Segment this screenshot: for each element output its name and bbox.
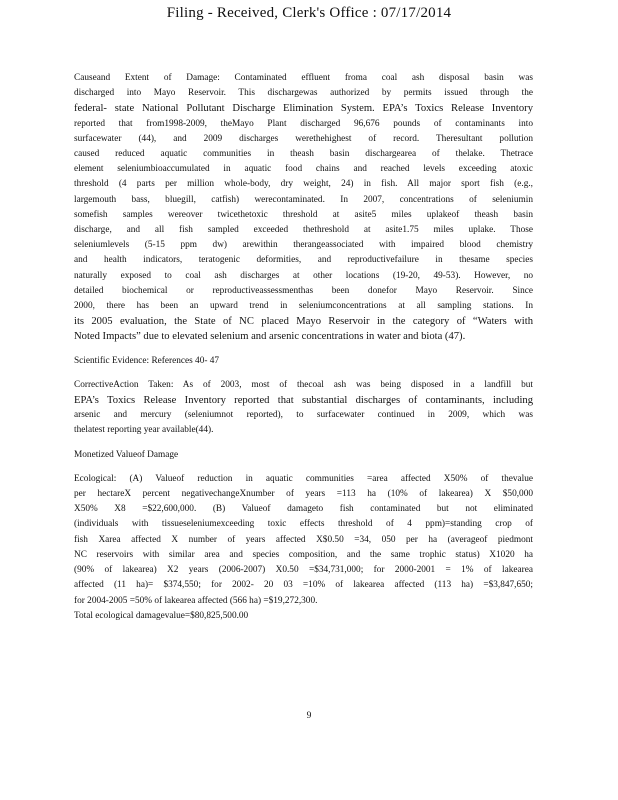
text-line: Scientific Evidence: References 40- 47 bbox=[74, 355, 220, 366]
text-line: largemouth bass, bluegill, catfish) werecontaminated. In 2007, concentrations of seleniumin bbox=[74, 194, 533, 205]
scientific-evidence-line bbox=[74, 354, 533, 369]
text-line: EPA’s Toxics Release Inventory reported that substantial discharges of contaminants, including bbox=[74, 395, 533, 407]
monetized-value-heading bbox=[74, 448, 533, 463]
ecological-damage-paragraph bbox=[74, 472, 533, 624]
text-line: discharge, and all fish sampled exceeded thethreshold at asite1.75 miles uplake. Those bbox=[74, 225, 533, 236]
cause-and-extent-paragraph bbox=[74, 71, 533, 345]
total-ecological-damage-line: Total ecological damagevalue=$80,825,500.00 bbox=[74, 610, 249, 621]
text-line: arsenic and mercury (seleniumnot reported), to surfacewater continued in 2009, which was bbox=[74, 410, 533, 421]
text-line: federal- state National Pollutant Discharge Elimination System. EPA’s Toxics Release Inventory bbox=[74, 103, 533, 115]
text-line: Causeand Extent of Damage: Contaminated effluent froma coal ash disposal basin was bbox=[74, 73, 533, 83]
text-line: seleniumlevels (5-15 ppm dw) arewithin therangeassociated with impaired blood chemistry bbox=[74, 240, 533, 251]
text-line: and health indicators, teratogenic deformities, and reproductivefailure in thesame species bbox=[74, 255, 533, 266]
text-line: CorrectiveAction Taken: As of 2003, most of thecoal ash was being disposed in a landfill but bbox=[74, 379, 533, 390]
text-line: discharged into Mayo Reservoir. This dischargewas authorized by permits issued through the bbox=[74, 88, 533, 99]
text-line: detailed biochemical or reproductiveassessmenthas been donefor Mayo Reservoir. Since bbox=[74, 285, 533, 296]
text-line: (90% of lakearea) X2 years (2006-2007) X0.50 =$34,731,000; for 2000-2001 = 1% of lakearea bbox=[74, 565, 533, 576]
text-line: (individuals with tissueseleniumexceeding toxic effects threshold of 4 ppm)=standing crop of bbox=[74, 519, 533, 530]
text-line: fish Xarea affected X number of years affected X$0.50 =34, 050 per ha (averageof piedmont bbox=[74, 534, 533, 545]
text-line: caused reduced aquatic communities in theash basin dischargearea of thelake. Thetrace bbox=[74, 149, 533, 160]
text-line: threshold (4 parts per million whole-body, dry weight, 24) in fish. All major sport fish (e.g., bbox=[74, 179, 533, 190]
text-line: its 2005 evaluation, the State of NC placed Mayo Reservoir in the category of “Waters with bbox=[74, 316, 533, 328]
text-line: for 2004-2005 =50% of lakearea affected (566 ha) =$19,272,300. bbox=[74, 595, 318, 606]
text-line: surfacewater (44), and 2009 discharges werethehighest of record. Theresultant pollution bbox=[74, 133, 533, 144]
text-line: Noted Impacts” due to elevated selenium and arsenic concentrations in water and biota (47). bbox=[74, 331, 466, 343]
text-line: thelatest reporting year available(44). bbox=[74, 425, 214, 436]
text-line: affected (11 ha)= $374,550; for 2002- 20 03 =10% of lakearea affected (113 ha) =$3,847,650; bbox=[74, 580, 533, 591]
document-body bbox=[74, 71, 533, 624]
corrective-action-paragraph bbox=[74, 378, 533, 439]
text-line: somefish samples wereover twicethetoxic threshold at asite5 miles uplakeof theash basin bbox=[74, 209, 533, 220]
filing-stamp-header: Filing - Received, Clerk's Office : 07/17/2014 bbox=[166, 5, 452, 21]
text-line: NC reservoirs with similar area and species composition, and the same trophic status) X1020 ha bbox=[74, 549, 533, 560]
text-line: reported that from1998-2009, theMayo Plant discharged 96,676 pounds of contaminants into bbox=[74, 118, 533, 129]
text-line: per hectareX percent negativechangeXnumber of years =113 ha (10% of lakearea) X $50,000 bbox=[74, 489, 533, 500]
text-line: naturally exposed to coal ash discharges at other locations (19-20, 49-53). However, no bbox=[74, 270, 533, 281]
page-number: 9 bbox=[306, 711, 312, 721]
text-line: Monetized Valueof Damage bbox=[74, 449, 179, 460]
text-line: 2000, there has been an upward trend in seleniumconcentrations at all sampling stations. In bbox=[74, 301, 533, 312]
text-line: X50% X8 =$22,600,000. (B) Valueof damageto fish contaminated but not eliminated bbox=[74, 504, 533, 515]
text-line: Ecological: (A) Valueof reduction in aquatic communities =area affected X50% of thevalue bbox=[74, 473, 533, 484]
text-line: element seleniumbioaccumulated in aquatic food chains and reached levels exceeding atoxic bbox=[74, 164, 533, 175]
